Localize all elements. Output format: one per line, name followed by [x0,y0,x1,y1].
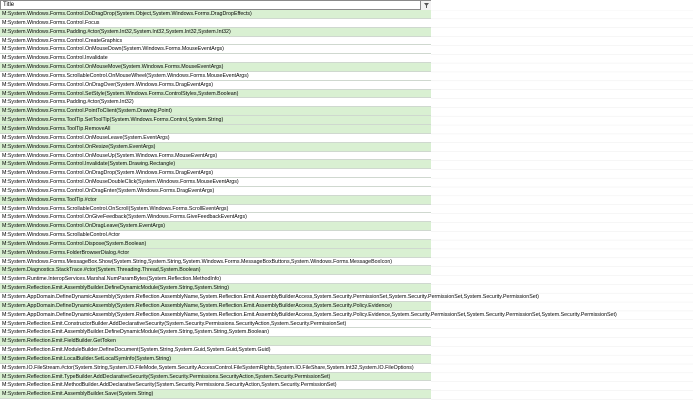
cell-text: M:System.Runtime.InteropServices.Marshal.NumParamBytes(System.Reflection.MethodInfo) [2,276,222,283]
cell-text: M:System.AppDomain.DefineDynamicAssembly(System.Reflection.AssemblyName,System.Reflection.Emit.AssemblyBuilderAccess,System.Security.Policy.Evidence) [2,302,392,309]
cell-text: M:System.Windows.Forms.ScrollableControl.OnMouseWheel(System.Windows.Forms.MouseEventArgs) [2,72,249,79]
cell-text: M:System.Reflection.Emit.TypeBuilder.AddDeclarativeSecurity(System.Security.Permissions.SecurityAction,System.Security.PermissionSet) [2,373,331,380]
cell-text: M:System.Windows.Forms.Control.OnResize(System.EventArgs) [2,143,156,150]
cell-text: M:System.AppDomain.DefineDynamicAssembly(System.Reflection.AssemblyName,System.Reflection.Emit.AssemblyBuilderAccess,System.Security.PermissionSet,System.Security.PermissionSet,System.Security.PermissionSet) [2,294,539,300]
cell-text: M:System.Windows.Forms.Control.Invalidate [2,55,108,62]
cell-text: M:System.Windows.Forms.ScrollableControl.#ctor [2,232,121,239]
cell-text: M:System.Windows.Forms.ScrollableControl.OnScroll(System.Windows.Forms.ScrollEventArgs) [2,205,229,212]
cell-text: M:System.Windows.Forms.Control.OnMouseDown(System.Windows.Forms.MouseEventArgs) [2,46,224,53]
cell-text: M:System.Windows.Forms.Control.OnGiveFeedback(System.Windows.Forms.GiveFeedbackEventArgs) [2,214,247,221]
cell-text: M:System.Windows.Forms.MessageBox.Show(System.String,System.String,System.Windows.Forms.MessageBoxButtons,System.Windows.Forms.MessageBoxIcon) [2,258,393,265]
cell-text: M:System.Windows.Forms.Control.OnMouseMove(System.Windows.Forms.MouseEventArgs) [2,64,224,71]
cell-text: M:System.Windows.Forms.Control.Invalidate(System.Drawing.Rectangle) [2,161,176,168]
filter-dropdown-icon [421,1,432,10]
cell-text: M:System.Windows.Forms.Control.PointToClient(System.Drawing.Point) [2,108,172,115]
cell-text: M:System.Windows.Forms.Control.OnMouseUp(System.Windows.Forms.MouseEventArgs) [2,152,218,159]
cell-text: M:System.Reflection.Emit.AssemblyBuilder.DefineDynamicModule(System.String,System.String) [2,285,229,292]
cell-text: M:System.Windows.Forms.ToolTip.#ctor [2,196,97,203]
empty-grid-area [431,10,693,400]
cell-text: M:System.Windows.Forms.Control.OnMouseDoubleClick(System.Windows.Forms.MouseEventArgs) [2,179,239,186]
cell-text: M:System.Windows.Forms.Control.OnMouseLeave(System.EventArgs) [2,134,170,141]
cell-text: M:System.Windows.Forms.Control.Dispose(System.Boolean) [2,240,147,247]
cell-text: M:System.Windows.Forms.ToolTip.SetToolTip(System.Windows.Forms.Control,System.String) [2,117,224,124]
cell-text: M:System.Reflection.Emit.AssemblyBuilder.Save(System.String) [2,391,154,398]
cell-text: M:System.Reflection.Emit.MethodBuilder.AddDeclarativeSecurity(System.Security.Permissions.SecurityAction,System.Security.PermissionSet) [2,382,337,389]
cell-text: M:System.Reflection.Emit.FieldBuilder.GetToken [2,338,116,345]
cell-text: M:System.Windows.Forms.Control.SetStyle(System.Windows.Forms.ControlStyles,System.Boolean) [2,90,239,97]
cell-text: M:System.Windows.Forms.Padding.#ctor(System.Int32) [2,99,134,106]
cell-text: M:System.Windows.Forms.Control.OnDragOver(System.Windows.Forms.DragEventArgs) [2,81,214,88]
column-header-label: Title [3,2,15,8]
cell-text: M:System.Windows.Forms.Control.CreateGraphics [2,37,123,44]
cell-text: M:System.Reflection.Emit.ConstructorBuilder.AddDeclarativeSecurity(System.Security.Permissions.SecurityAction,System.Security.PermissionSet) [2,320,347,327]
cell-text: M:System.Reflection.Emit.LocalBuilder.SetLocalSymInfo(System.String) [2,355,171,362]
cell-text: M:System.Windows.Forms.Control.Focus [2,19,100,26]
cell-text: M:System.Windows.Forms.Control.OnDragLeave(System.EventArgs) [2,223,166,230]
cell-text: M:System.Windows.Forms.FolderBrowserDialog.#ctor [2,249,130,256]
cell-text: M:System.Windows.Forms.ToolTip.RemoveAll [2,125,111,132]
cell-text: M:System.IO.FileStream.#ctor(System.String,System.IO.FileMode,System.Security.AccessControl.FileSystemRights,System.IO.FileShare,System.Int32,System.IO.FileOptions) [2,364,414,371]
cell-text: M:System.AppDomain.DefineDynamicAssembly(System.Reflection.AssemblyName,System.Reflection.Emit.AssemblyBuilderAccess,System.Security.Policy.Evidence,System.Security.PermissionSet,System.Security.PermissionSet,System.Security.PermissionSet) [2,311,617,318]
cell-text: M:System.Windows.Forms.Control.OnDragDrop(System.Windows.Forms.DragEventArgs) [2,170,214,177]
filter-dropdown-button[interactable] [420,1,431,10]
cell-text: M:System.Reflection.Emit.AssemblyBuilder.DefineDynamicModule(System.String,System.String,System.Boolean) [2,329,269,336]
column-header-title[interactable] [0,0,431,10]
cell-text: M:System.Windows.Forms.Control.OnDragEnter(System.Windows.Forms.DragEventArgs) [2,187,215,194]
cell-text: M:System.Windows.Forms.Control.DoDragDrop(System.Object,System.Windows.Forms.DragDropEffects) [2,11,252,17]
cell-text: M:System.Reflection.Emit.ModuleBuilder.DefineDocument(System.String,System.Guid,System.Guid,System.Guid) [2,347,271,354]
cell-text: M:System.Windows.Forms.Padding.#ctor(System.Int32,System.Int32,System.Int32,System.Int32) [2,28,231,35]
cell-text: M:System.Diagnostics.StackTrace.#ctor(System.Threading.Thread,System.Boolean) [2,267,201,274]
